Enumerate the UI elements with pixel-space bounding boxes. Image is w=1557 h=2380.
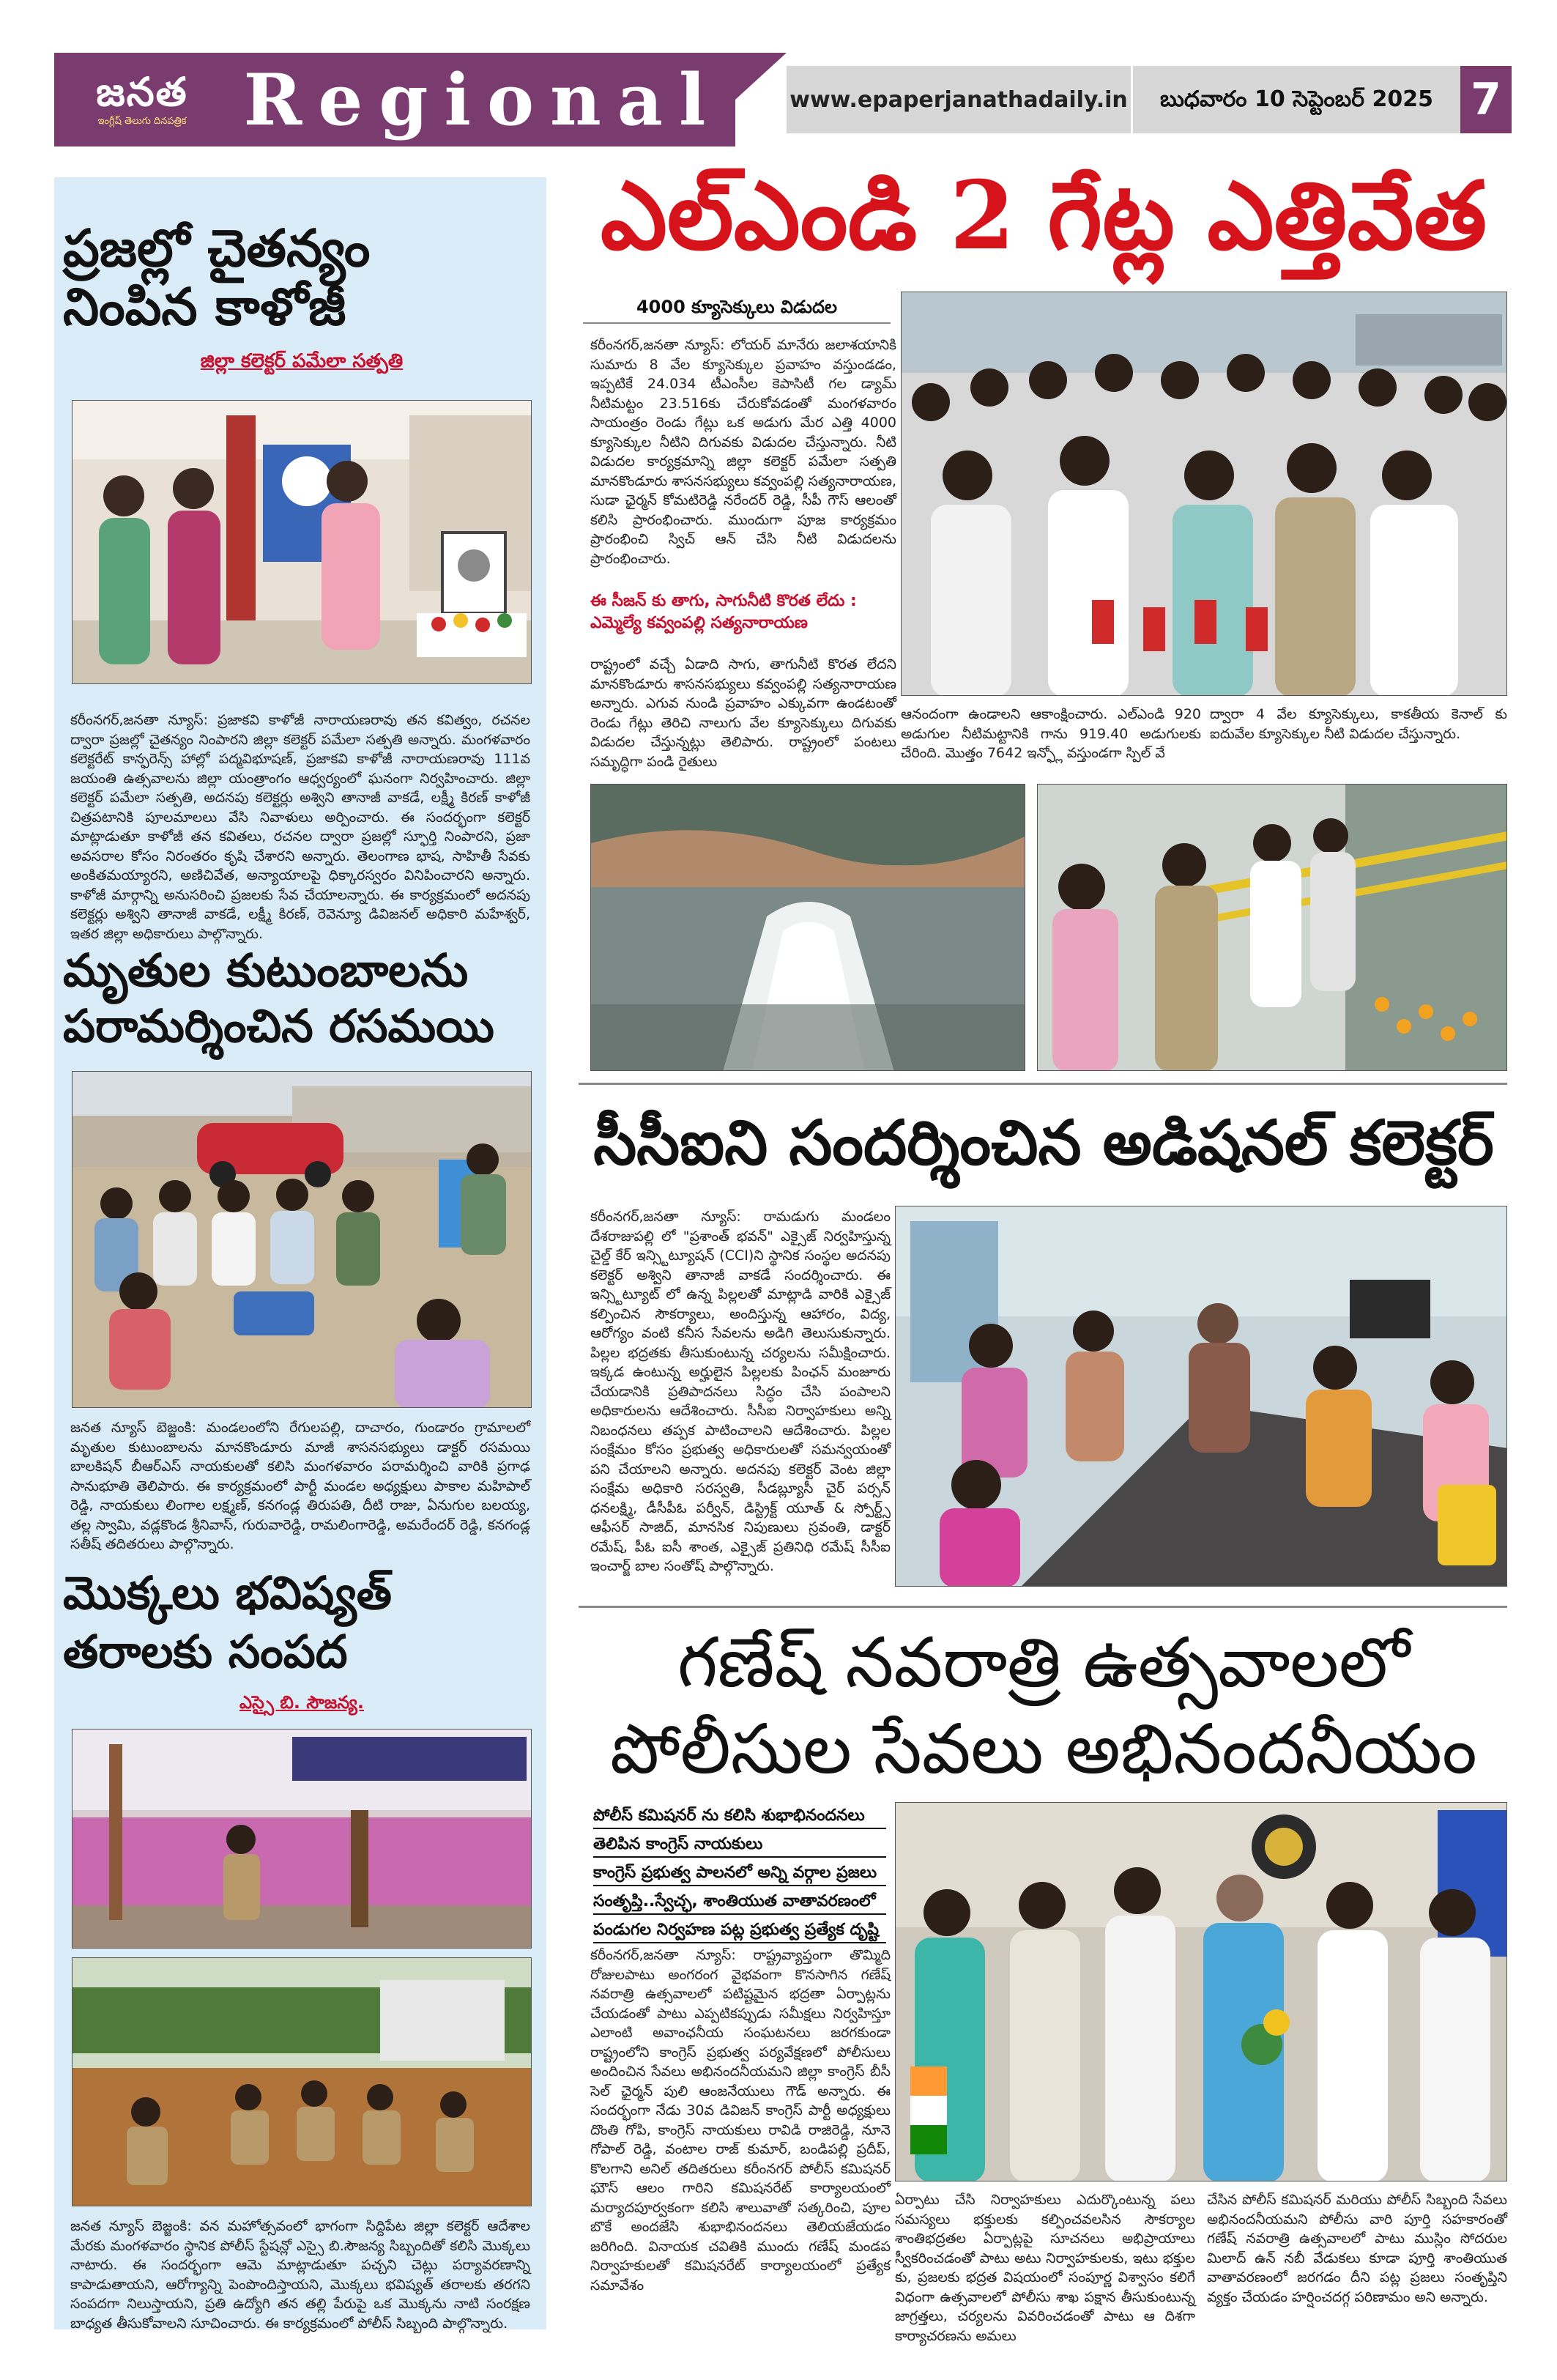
section-title: Regional <box>230 53 735 147</box>
ganesh-highlight-3: కాంగ్రెస్ ప్రభుత్వ పాలనలో అన్ని వర్గాల ప్రజలు <box>593 1861 886 1886</box>
kaloji-photo-illustration <box>73 401 532 684</box>
section-divider-2 <box>579 1606 1507 1608</box>
commissioner-meeting-illustration <box>896 1803 1507 2181</box>
police-station-illustration <box>73 1730 532 1949</box>
logo-tagline: ఇంగ్లీష్ తెలుగు దినపత్రిక <box>97 116 187 127</box>
lmd-body-part4: ద్వారా 4 వేల క్యూసెక్కులు, కాకతీయ కెనాల్ కు ఐదువేల క్యూసెక్కుల నీటి విడుదల చేస్తున్నారు. <box>1210 706 1507 742</box>
lmd-gate-release-photo <box>901 292 1507 696</box>
dam-spillway-photo <box>590 784 1025 1071</box>
ganesh-highlight-4: సంతృప్తి..స్వేచ్ఛ, శాంతియుత వాతావరణంలో <box>593 1889 886 1915</box>
ganesh-highlight-5: పండుగల నిర్వహణ పట్ల ప్రభుత్వ ప్రత్యేక దృష్టి <box>593 1918 886 1943</box>
page-number: 7 <box>1460 66 1512 133</box>
cci-visit-illustration <box>896 1206 1507 1587</box>
ganesh-headline-line2: పోలీసుల సేవలు అభినందనీయం <box>610 1710 1477 1790</box>
pooja-illustration <box>1038 785 1507 1071</box>
masthead-notch <box>735 53 787 147</box>
lmd-body-part3: ఆనందంగా ఉండాలని ఆకాంక్షించారు. ఎల్ఎండి 920 అడుగుల నీటిమట్టానికి గాను 919.40 అడుగులకు చేరింది. మొత్తం 7642 ఇన్ఫ్లో వస్తుండగా స్పిల్ వే <box>901 706 1201 761</box>
ganesh-highlights-list <box>593 1803 886 1946</box>
lmd-body-part1: కరీంనగర్,జనతా న్యూస్: లోయర్ మానేరు జలాశయానికి సుమారు 8 వేల క్యూసెక్కుల ప్రవాహం వస్తుండడం, ఇప్పటికే 24.034 టీఎంసీల కెపాసిటీ గల డ్యామ్ నీటిమట్టం 23.516కు చేరుకోవడంతో మంగళవారం సాయంత్రం రెండు గేట్లు ఒక అడుగు మేర ఎత్తి 4000 క్యూసెక్కుల నీటిని దిగువకు విడుదల చేస్తున్నారు. నీటి విడుదల కార్యక్రమాన్ని జిల్లా కలెక్టర్ పమేలా సత్పతి మానకొండూరు శాసనసభ్యులు కవ్వంపల్లి సత్యనారాయణ, సుడా ఛైర్మన్ కోమటిరెడ్డి నరేందర్ రెడ్డి, సీపీ గౌస్ ఆలంతో కలిసి ప్రారంభించారు. ముందుగా పూజ కార్యక్రమం ప్రారంభించి స్విచ్ ఆన్ చేసి నీటి విడుదలను ప్రారంభించారు. <box>590 337 896 567</box>
section-divider-1 <box>579 1083 1507 1085</box>
logo-wordmark: జనత <box>96 68 188 115</box>
cci-visit-photo <box>895 1206 1507 1587</box>
police-station-photo <box>72 1729 532 1949</box>
issue-date: బుధవారం 10 సెప్టెంబర్ 2025 <box>1131 66 1460 133</box>
masthead-info-bar <box>787 66 1460 133</box>
ganesh-highlight-2: తెలిపిన కాంగ్రెస్ నాయకులు <box>593 1832 886 1858</box>
ganesh-body-part3: చేసిన పోలీస్ కమిషనర్ మరియు పోలీస్ సిబ్బంది సేవలు అభినందనీయమని పోలీసు వారి పూర్తి సహకారంతో గణేష్ నవరాత్రి ఉత్సవాలలో పాటు ముస్లిం సోదరుల మిలాద్ ఉన్ నబీ వేడుకలు కూడా పూర్తి శాంతియుత వాతావరణంలో జరగడం దీని పట్ల ప్రజలు సంతృప్తిని వ్యక్తం చేయడం హర్షించదగ్గ పరిణామం అని అన్నారు. <box>1207 2192 1507 2305</box>
newspaper-logo <box>54 53 230 147</box>
lmd-headline: ఎల్ఎండి 2 గేట్ల ఎత్తివేత <box>600 161 1487 271</box>
cci-headline: సీసీఐని సందర్శించిన అడిషనల్ కలెక్టర్ <box>593 1106 1494 1179</box>
ganesh-highlight-1: పోలీస్ కమిషనర్ ను కలిసి శుభాభినందనలు <box>593 1803 886 1829</box>
lmd-quote-line1: ఈ సీజన్ కు తాగు, సాగునీటి కొరత లేదు : <box>590 592 857 610</box>
kaloji-article-body: కరీంనగర్,జనతా న్యూస్: ప్రజాకవి కాళోజీ నారాయణరావు తన కవిత్వం, రచనల ద్వారా ప్రజల్లో చైతన్యం నింపారని జిల్లా కలెక్టర్ పమేలా సత్పతి అన్నారు. మంగళవారం కలెక్టరేట్ కాన్ఫరెన్స్ హాల్లో పద్మవిభూషణ్, ప్రజాకవి కాళోజీ నారాయణరావు 111వ జయంతి ఉత్సవాలను జిల్లా యంత్రాంగం ఆధ్వర్యంలో ఘనంగా నిర్వహించారు. జిల్లా కలెక్టర్ పమేలా సత్పతి, అదనపు కలెక్టర్లు అశ్విని తానాజీ వాకడే, లక్ష్మీ కిరణ్ కాళోజీ చిత్రపటానికి పూలమాలలు వేసి నివాళులు అర్పించారు. ఈ సందర్భంగా కలెక్టర్ మాట్లాడుతూ కాళోజీ తన కవితలు, రచనల ద్వారా ప్రజల్లో స్ఫూర్తి నింపారని, ప్రజా అవసరాల కోసం నిరంతరం కృషి చేశారని అన్నారు. తెలంగాణ భాష, సాహితీ సేవకు అంకితమయ్యారని, అణిచివేత, అన్యాయాలపై ధిక్కారస్వరం వినిపించారని అన్నారు. కాళోజీ మార్గాన్ని అనుసరించి ప్రజలకు సేవ చేయాలన్నారు. ఈ కార్యక్రమంలో అదనపు కలెక్టర్లు అశ్విని తానాజీ వాకడే, లక్ష్మీ కిరణ్, రెవెన్యూ డివిజనల్ అధికారి మహేశ్వర్, ఇతర జిల్లా అధికారులు పాల్గొన్నారు. <box>70 712 530 942</box>
rasamayi-condolence-photo <box>72 1071 532 1408</box>
kaloji-tribute-photo <box>72 400 532 684</box>
lmd-quote-line2: ఎమ్మెల్యే కవ్వంపల్లి సత్యనారాయణ <box>590 614 808 632</box>
cci-article-body: కరీంనగర్,జనతా న్యూస్: రామడుగు మండలం దేశరాజుపల్లి లో "ప్రశాంత్ భవన్" ఎక్సైజ్ నిర్వహిస్తున్న చైల్డ్ కేర్ ఇన్స్టిట్యూషన్ (CCI)ని స్థానిక సంస్థల అదనపు కలెక్టర్ అశ్విని తానాజీ వాకడే సందర్శించారు. ఈ ఇన్స్టిట్యూట్ లో ఉన్న పిల్లలతో మాట్లాడి వారికి ఎక్సైజ్ కల్పించిన సౌకర్యాలు, అందిస్తున్న ఆహారం, విద్య, ఆరోగ్యం వంటి కనీస సేవలను అడిగి తెలుసుకున్నారు. పిల్లల భద్రతకు తీసుకుంటున్న చర్యలను సమీక్షించారు. ఇక్కడ ఉంటున్న అర్హులైన పిల్లలకు పింఛన్ మంజూరు చేయడానికి ప్రతిపాదనలు సిద్ధం చేసి పంపాలని అధికారులను ఆదేశించారు. సీసీఐ నిర్వాహకులు అన్ని నిబంధనలు తప్పక పాటించాలని ఆదేశించారు. పిల్లల సంక్షేమం కోసం ప్రభుత్వ అధికారులతో సమన్వయంతో పని చేయాలని అన్నారు. అదనపు కలెక్టర్ వెంట జిల్లా సంక్షేమ అధికారి సరస్వతి, సీడబ్ల్యూసీ చైర్ పర్సన్ ధనలక్ష్మి, డీసీపీఓ పర్వీన్, డిస్ట్రిక్ట్ యూత్ & స్పోర్ట్స్ ఆఫీసర్ సాజిద్, మానసిక నిపుణులు స్రవంతి, డాక్టర్ రమేష్, పీఓ ఐసీ శాంత, ఎక్సైజ్ ప్రతినిధి రమేష్ సీసీఐ ఇంచార్జ్ బాల సంతోష్ పాల్గొన్నారు. <box>590 1209 891 1574</box>
rasamayi-headline-line1: మృతుల కుటుంబాలను <box>63 944 469 997</box>
lmd-subhead: 4000 క్యూసెక్కులు విడుదల <box>636 297 838 317</box>
lmd-subhead-rule <box>583 322 891 324</box>
plantation-article-body: జనత న్యూస్ బెజ్జంకి: వన మహోత్సవంలో భాగంగా సిద్దిపేట జిల్లా కలెక్టర్ ఆదేశాల మేరకు మంగళవారం స్థానిక పోలీస్ స్టేషన్లో ఎస్సై బి.సౌజన్య సిబ్బందితో కలిసి మొక్కలు నాటారు. ఈ సందర్భంగా ఆమె మాట్లాడుతూ పచ్చని చెట్లు పర్యావరణాన్ని కాపాడుతాయని, ఆరోగ్యాన్ని పెంపొందిస్తాయని, మొక్కలు భవిష్యత్ తరాలకు తరగని సంపదగా నిలుస్తాయని, ప్రతి ఉద్యోగి తన తల్లి పేరుపై ఒక మొక్కను నాటి సంరక్షణ బాధ్యత తీసుకోవాలని సూచించారు. ఈ కార్యక్రమంలో పోలీస్ సిబ్బంది పాల్గొన్నారు. <box>70 2218 530 2332</box>
plantation-headline-line1: మొక్కలు భవిష్యత్ <box>63 1566 392 1620</box>
tree-planting-photo <box>72 1957 532 2206</box>
spillway-illustration <box>591 785 1025 1071</box>
lmd-body-part2: రాష్ట్రంలో వచ్చే ఏడాది సాగు, తాగునీటి కొరత లేదని మానకొండూరు శాసనసభ్యులు కవ్వంపల్లి సత్యనారాయణ అన్నారు. ఎగువ నుండి ప్రవాహం ఎక్కువగా ఉండటంతో రెండు గేట్లు తెరిచి నాలుగు వేల క్యూసెక్కులు దిగువకు విడుదల చేస్తున్నట్లు తెలిపారు. రాష్ట్రంలో పంటలు సమృద్ధిగా పండి రైతులు <box>590 656 896 770</box>
kaloji-headline-line1: ప్రజల్లో చైతన్యం <box>63 218 371 278</box>
masthead <box>54 53 1512 147</box>
ganesh-body-part2: ఏర్పాటు చేసి నిర్వాహకులు ఎదుర్కొంటున్న పలు సమస్యలు భక్తులకు కల్పించవలసిన సౌకర్యాల శాంతిభద్రతల ఏర్పాట్లపై సూచనలు అభిప్రాయాలు స్వీకరించడంతో పాటు అటు నిర్వాహకులకు, ఇటు భక్తుల కు, ప్రజలకు భద్రత విషయంలో సంపూర్ణ విశ్వాసం కలిగే విధంగా ఉత్సవాలలో పోలీసు శాఖ పక్షాన తీసుకుంటున్న జాగ్రత్తలు, చర్యలను వివరించడంతో పాటు ఆ దిశగా కార్యాచరణను అమలు <box>895 2192 1195 2344</box>
gate-release-illustration <box>902 292 1507 696</box>
rasamayi-headline-line2: పరామర్శించిన రసమయి <box>63 999 494 1053</box>
police-commissioner-photo <box>895 1802 1507 2181</box>
kaloji-byline: జిల్లా కలెక్టర్ పమేలా సత్పతి <box>200 350 404 372</box>
tree-planting-illustration <box>73 1958 532 2206</box>
ganesh-headline-line1: గణేష్ నవరాత్రి ఉత్సవాలలో <box>677 1623 1410 1703</box>
pooja-gate-photo <box>1037 784 1507 1071</box>
condolence-photo-illustration <box>73 1072 532 1408</box>
ganesh-body-part1: కరీంనగర్,జనతా న్యూస్: రాష్ట్రవ్యాప్తంగా తొమ్మిది రోజులపాటు అంగరంగ వైభవంగా కొనసాగిన గణేష్ నవరాత్రి ఉత్సవాలలో పటిష్టమైన భద్రతా ఏర్పాట్లను చేయడంతో పాటు ఎప్పటికప్పుడు సమీక్షలు నిర్వహిస్తూ ఎలాంటి అవాంఛనీయ సంఘటనలు జరగకుండా రాష్ట్రంలోని కాంగ్రెస్ ప్రభుత్వ పర్యవేక్షణలో పోలీసులు అందించిన సేవలు అభినందనీయమని జిల్లా కాంగ్రెస్ బీసీ సెల్ ఛైర్మన్ పులి ఆంజనేయులు గౌడ్ అన్నారు. ఈ సందర్భంగా నేడు 30వ డివిజన్ కాంగ్రెస్ పార్టీ అధ్యక్షులు దొంతి గోపి, కాంగ్రెస్ నాయకులు రావిడి రాజిరెడ్డి, నూనె గోపాల్ రెడ్డి, వంటాల రాజ్ కుమార్, బండిపల్లి ప్రదీప్, కొలగాని అనిల్ తదితరులు కరీంనగర్ పోలీస్ కమిషనర్ ఘౌస్ ఆలం గారిని కమిషనరేట్ కార్యాలయంలో మర్యాదపూర్వకంగా కలిసి శాలువాతో సత్కరించి, పూల బొకే అందజేసి శుభాభినందనలు తెలియజేయడం జరిగింది. వినాయక చవితికి ముందు గణేష్ మండప నిర్వాహకులతో కమిషనరేట్ కార్యాలయంలో ప్రత్యేక సమావేశం <box>590 1947 891 2294</box>
plantation-headline-line2: తరాలకు సంపద <box>63 1625 348 1678</box>
plantation-byline: ఎస్సై బి. సౌజన్య. <box>239 1692 365 1713</box>
kaloji-headline-line2: నింపిన కాళోజీ <box>63 276 346 337</box>
rasamayi-article-body: జనత న్యూస్ బెజ్జంకి: మండలంలోని రేగులపల్లి, దాచారం, గుండారం గ్రామాలలో మృతుల కుటుంబాలను మానకొండూరు మాజీ శాసనసభ్యులు డాక్టర్ రసమయి బాలకిషన్ బీఆర్ఎస్ నాయకులతో కలిసి మంగళవారం పరామర్శించి వారికి ప్రగాఢ సానుభూతి తెలిపారు. ఈ కార్యక్రమంలో పార్టీ మండల అధ్యక్షులు పాకాల మహిపాల్ రెడ్డి, నాయకులు లింగాల లక్ష్మణ్, కనగండ్ల తిరుపతి, దీటి రాజు, ఏనుగుల బలయ్య, తల్ల స్వామి, వడ్లకొండ శ్రీనివాస్, గురువారెడ్డి, రామలింగారెడ్డి, అమరేందర్ రెడ్డి, కనగండ్ల సతీష్ తదితరులు పాల్గొన్నారు. <box>70 1420 530 1552</box>
website-url[interactable]: www.epaperjanathadaily.in <box>789 86 1128 113</box>
